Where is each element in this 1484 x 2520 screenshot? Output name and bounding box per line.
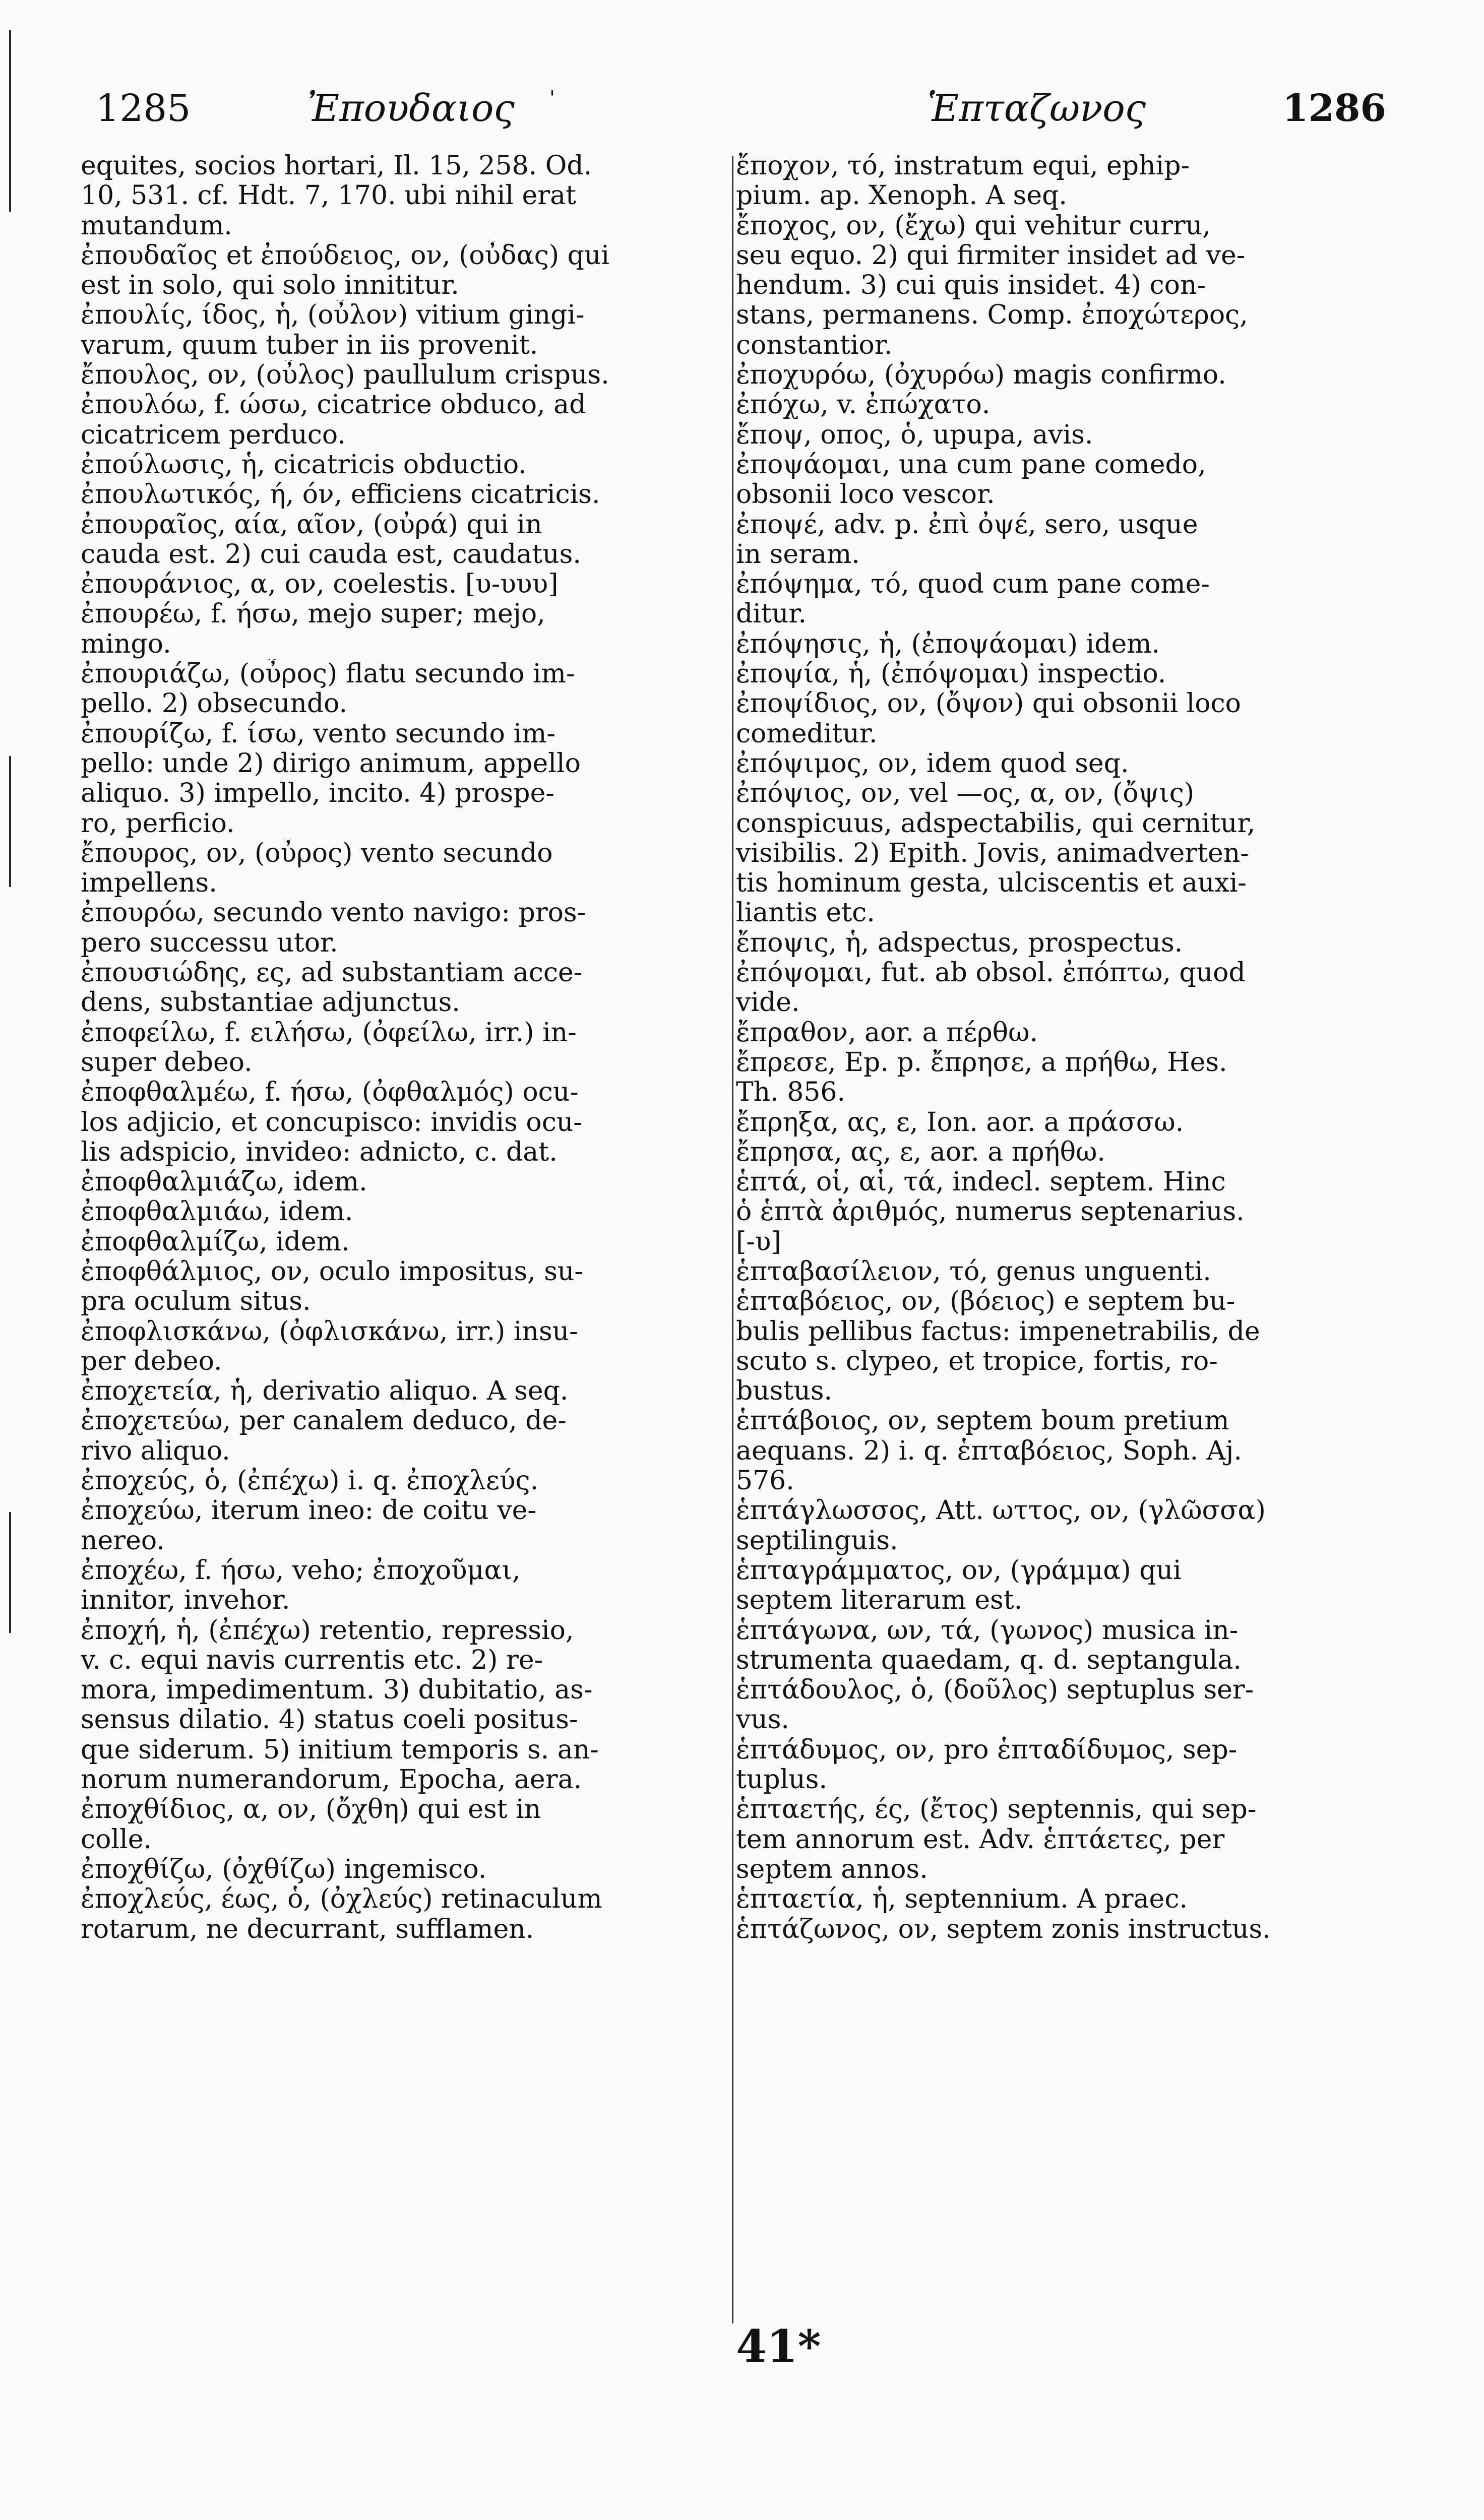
entry-line: ἑπτάγλωσσος, Att. ωττος, ον, (γλῶσσα) [736,1496,1266,1526]
entry-line: ἐπουδαῖος et ἐπούδειος, ον, (οὖδας) qui [81,240,610,271]
entry-line: ἑπταγράμματος, ον, (γράμμα) qui [736,1555,1182,1586]
entry-line: hendum. 3) cui quis insidet. 4) con- [736,271,1206,301]
entry-line: ἔπρησα, ας, ε, aor. a πρήθω. [736,1137,1105,1167]
entry-line: bulis pellibus factus: impenetrabilis, de [736,1316,1260,1347]
entry-line: ἐποχεύς, ὁ, (ἐπέχω) i. q. ἐποχλεύς. [81,1466,539,1496]
entry-line: ἑπτάγωνα, ων, τά, (γωνος) musica in- [736,1615,1239,1646]
entry-line: aequans. 2) i. q. ἑπταβόειος, Soph. Aj. [736,1436,1242,1466]
binding-edge-line [9,30,11,212]
entry-line: ἐπόψημα, τό, quod cum pane come- [736,570,1210,600]
entry-line: ἐπουρίζω, f. ίσω, vento secundo im- [81,719,555,749]
entry-line: est in solo, qui solo innititur. [81,271,459,301]
entry-line: dens, substantiae adjunctus. [81,988,460,1018]
entry-line: norum numerandorum, Epocha, aera. [81,1765,582,1795]
entry-line: ἐποφθάλμιος, ον, oculo impositus, su- [81,1256,583,1287]
page-number-right: 1286 [1282,87,1386,130]
entry-line: comeditur. [736,719,878,749]
entry-line: ἔπρεσε, Ep. p. ἔπρησε, a πρήθω, Hes. [736,1047,1227,1078]
entry-line: ἐποχεύω, iterum ineo: de coitu ve- [81,1496,536,1526]
entry-line: ἐποφθαλμιάω, idem. [81,1197,353,1227]
entry-line: que siderum. 5) initium temporis s. an- [81,1735,599,1765]
entry-line: pra oculum situs. [81,1287,311,1317]
entry-line: ἐποφλισκάνω, (ὀφλισκάνω, irr.) insu- [81,1316,578,1347]
entry-line: ἔπουρος, ον, (οὖρος) vento secundo [81,838,553,868]
entry-line: ἔποχον, τό, instratum equi, ephip- [736,151,1190,181]
entry-line: ἐποχθίδιος, α, ον, (ὄχθη) qui est in [81,1795,541,1825]
entry-line: ἐπόψησις, ἡ, (ἐποψάομαι) idem. [736,629,1160,659]
entry-line: bustus. [736,1376,833,1407]
entry-line: aliquo. 3) impello, incito. 4) prospe- [81,779,554,809]
entry-line: ἐποψάομαι, una cum pane comedo, [736,450,1206,480]
binding-edge-line [9,1512,11,1633]
page-number-left: 1285 [96,87,191,130]
entry-line: ἐποφθαλμιάζω, idem. [81,1167,367,1198]
entry-line: lis adspicio, invideo: adnicto, c. dat. [81,1137,558,1167]
entry-line: ἐποχέω, f. ήσω, veho; ἐποχοῦμαι, [81,1555,521,1586]
entry-line: tis hominum gesta, ulciscentis et auxi- [736,868,1247,899]
entry-line: nereo. [81,1526,165,1556]
entry-line: seu equo. 2) qui firmiter insidet ad ve- [736,240,1246,271]
entry-line: ἐπόψιος, ον, vel —ος, α, ον, (ὄψις) [736,779,1195,809]
entry-line: [-υ] [736,1227,781,1257]
header-tick-mark: ' [549,87,555,110]
entry-line: ἔποψ, οπος, ὁ, upupa, avis. [736,420,1093,450]
entry-line: strumenta quaedam, q. d. septangula. [736,1645,1242,1675]
entry-line: ἐπουραῖος, αία, αῖον, (οὐρά) qui in [81,510,542,540]
entry-line: impellens. [81,868,217,899]
entry-line: ἔποχος, ον, (ἔχω) qui vehitur curru, [736,211,1211,241]
entry-line: pello: unde 2) dirigo animum, appello [81,748,581,779]
entry-line: pello. 2) obsecundo. [81,689,348,719]
entry-line: ἐποχή, ἡ, (ἐπέχω) retentio, repressio, [81,1615,574,1646]
entry-line: constantior. [736,330,893,360]
entry-line: equites, socios hortari, Il. 15, 258. Od. [81,151,592,181]
left-column [81,151,721,2318]
entry-line: ὁ ἑπτὰ ἀριθμός, numerus septenarius. [736,1197,1245,1227]
entry-line: visibilis. 2) Epith. Jovis, animadverten- [736,838,1249,868]
entry-line: in seram. [736,539,860,570]
entry-line: ἐπουρόω, secundo vento navigo: pros- [81,898,586,928]
entry-line: scuto s. clypeo, et tropice, fortis, ro- [736,1346,1218,1376]
entry-line: ἐποχθίζω, (ὀχθίζω) ingemisco. [81,1854,487,1884]
entry-line: stans, permanens. Comp. ἐποχώτερος, [736,300,1248,331]
entry-line: ἐποφείλω, f. ειλήσω, (ὀφείλω, irr.) in- [81,1018,577,1048]
signature-mark: 41* [736,2320,821,2372]
entry-line: ἐποφθαλμέω, f. ήσω, (ὀφθαλμός) ocu- [81,1078,579,1108]
entry-line: ἔποψις, ἡ, adspectus, prospectus. [736,928,1183,958]
entry-line: vus. [736,1705,790,1735]
running-headword-left: Ἐπουδαιος [307,87,515,130]
entry-line: 10, 531. cf. Hdt. 7, 170. ubi nihil erat [81,181,577,211]
entry-line: septem literarum est. [736,1586,1023,1616]
entry-line: los adjicio, et concupisco: invidis ocu- [81,1107,582,1138]
entry-line: ἐπουλίς, ίδος, ἡ, (οὖλον) vitium gingi- [81,300,585,331]
entry-line: septem annos. [736,1854,928,1884]
entry-line: ἐπουριάζω, (οὖρος) flatu secundo im- [81,659,575,689]
binding-edge-line [9,756,11,887]
entry-line: innitor, invehor. [81,1586,290,1616]
entry-line: ἐπουρέω, f. ήσω, mejo super; mejo, [81,599,545,629]
entry-line: varum, quum tuber in iis provenit. [81,330,538,360]
entry-line: ἐπόψομαι, fut. ab obsol. ἐπόπτω, quod [736,958,1246,988]
entry-line: mora, impedimentum. 3) dubitatio, as- [81,1675,593,1706]
entry-line: cauda est. 2) cui cauda est, caudatus. [81,539,581,570]
right-column [736,151,1376,2318]
entry-line: ἑπταβασίλειον, τό, genus unguenti. [736,1256,1211,1287]
entry-line: ro, perficio. [81,808,235,839]
entry-line: ἑπτάδυμος, ον, pro ἑπταδίδυμος, sep- [736,1735,1238,1765]
entry-line: obsonii loco vescor. [736,480,995,510]
entry-line: mutandum. [81,211,232,241]
entry-line: ἑπτάβοιος, ον, septem boum pretium [736,1406,1229,1436]
column-divider [732,156,733,2323]
entry-line: ἔπρηξα, ας, ε, Ion. aor. a πράσσω. [736,1107,1184,1138]
entry-line: ἐποχλεύς, έως, ὁ, (ὀχλεύς) retinaculum [81,1884,602,1915]
entry-line: ἐπουσιώδης, ες, ad substantiam acce- [81,958,583,988]
entry-line: ἐποφθαλμίζω, idem. [81,1227,350,1257]
page-header [96,76,1386,141]
entry-line: ἑπταετής, ές, (ἔτος) septennis, qui sep- [736,1795,1257,1825]
entry-line: ἔπουλος, ον, (οὖλος) paullulum crispus. [81,360,609,391]
entry-line: pium. ap. Xenoph. A seq. [736,181,1067,211]
entry-line: ditur. [736,599,807,629]
entry-line: ἑπταβόειος, ον, (βόειος) e septem bu- [736,1287,1235,1317]
entry-line: cicatricem perduco. [81,420,346,450]
entry-line: ἑπτάδουλος, ὁ, (δοῦλος) septuplus ser- [736,1675,1254,1706]
entry-line: rivo aliquo. [81,1436,230,1466]
entry-line: mingo. [81,629,171,659]
entry-line: vide. [736,988,800,1018]
running-headword-right: Ἑπταζωνος [928,87,1146,130]
entry-line: per debeo. [81,1346,222,1376]
entry-line: conspicuus, adspectabilis, qui cernitur, [736,808,1256,839]
entry-line: liantis etc. [736,898,875,928]
entry-line: rotarum, ne decurrant, sufflamen. [81,1914,534,1944]
entry-line: ἐποψία, ἡ, (ἐπόψομαι) inspectio. [736,659,1166,689]
entry-line: ἐπόχω, v. ἐπώχατο. [736,390,991,420]
entry-line: ἐπουλωτικός, ή, όν, efficiens cicatricis. [81,480,600,510]
entry-line: ἐποψέ, adv. p. ἐπὶ ὀψέ, sero, usque [736,510,1198,540]
entry-line: ἐπούλωσις, ἡ, cicatricis obductio. [81,450,527,480]
entry-line: sensus dilatio. 4) status coeli positus- [81,1705,578,1735]
entry-line: ἑπταετία, ἡ, septennium. A praec. [736,1884,1188,1915]
entry-line: tem annorum est. Adv. ἑπτάετες, per [736,1824,1225,1855]
entry-line: pero successu utor. [81,928,338,958]
entry-line: septilinguis. [736,1526,898,1556]
entry-line: ἐποχετεύω, per canalem deduco, de- [81,1406,567,1436]
entry-line: ἐποχετεία, ἡ, derivatio aliquo. A seq. [81,1376,569,1407]
entry-line: ἔπραθον, aor. a πέρθω. [736,1018,1038,1048]
entry-line: ἑπτά, οἱ, αἱ, τά, indecl. septem. Hinc [736,1167,1226,1198]
entry-line: 576. [736,1466,794,1496]
entry-line: ἑπτάζωνος, ον, septem zonis instructus. [736,1914,1271,1944]
entry-line: super debeo. [81,1047,253,1078]
entry-line: ἐπουλόω, f. ώσω, cicatrice obduco, ad [81,390,586,420]
entry-line: colle. [81,1824,152,1855]
entry-line: ἐποψίδιος, ον, (ὄψον) qui obsonii loco [736,689,1241,719]
entry-line: v. c. equi navis currentis etc. 2) re- [81,1645,543,1675]
entry-line: ἐπόψιμος, ον, idem quod seq. [736,748,1129,779]
entry-line: ἐποχυρόω, (ὀχυρόω) magis confirmo. [736,360,1226,391]
entry-line: tuplus. [736,1765,828,1795]
entry-line: ἐπουράνιος, α, ον, coelestis. [υ-υυυ] [81,570,559,600]
entry-line: Th. 856. [736,1078,846,1108]
